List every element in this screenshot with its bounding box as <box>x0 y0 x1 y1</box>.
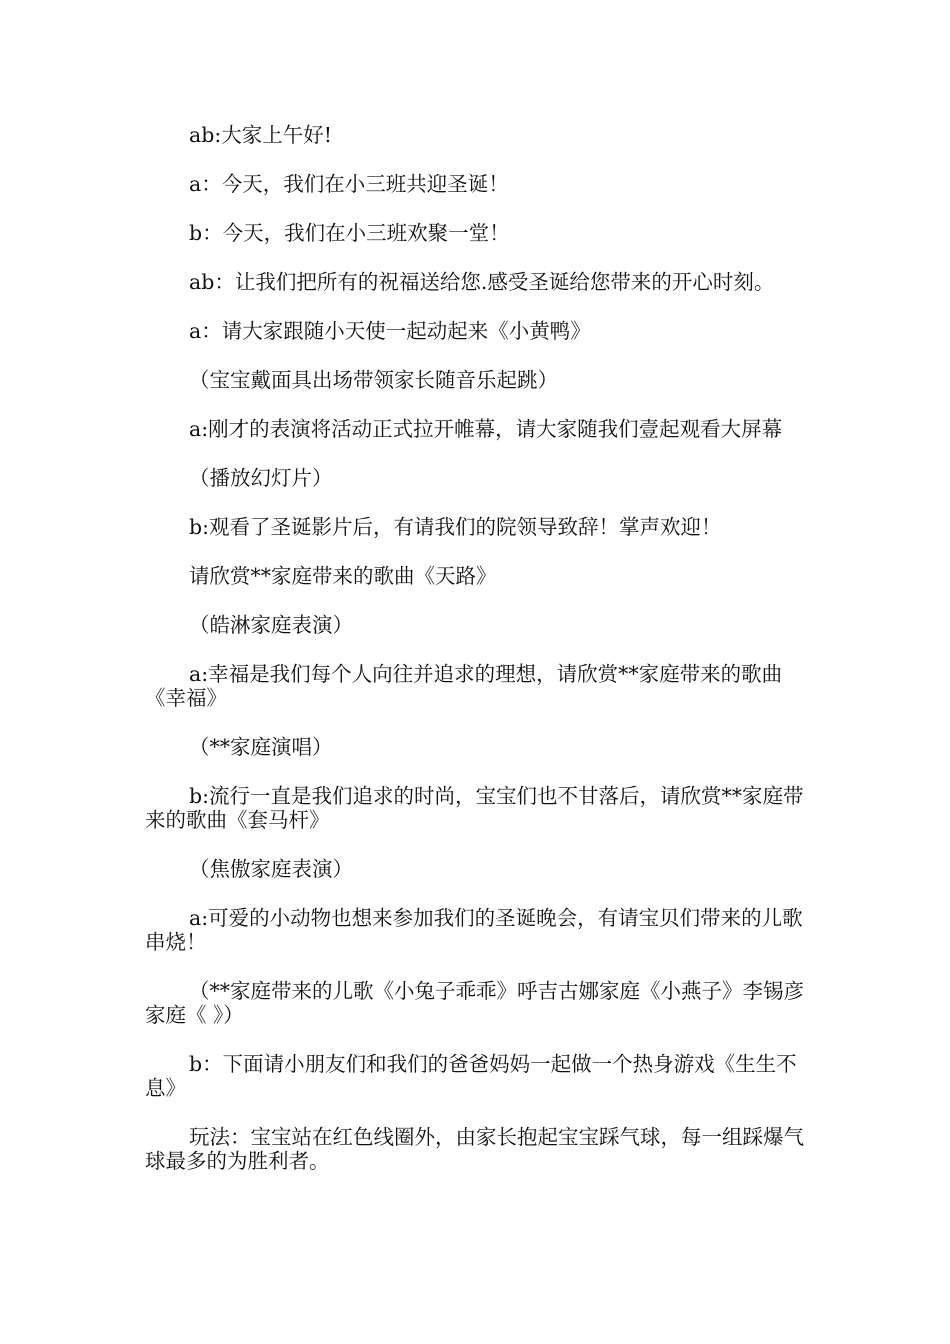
greeting-line: ab:大家上午好! <box>189 123 332 147</box>
host-b-line: b:观看了圣诞影片后，有请我们的院领导致辞！掌声欢迎！ <box>189 515 722 539</box>
stage-direction: （焦傲家庭表演） <box>189 857 353 881</box>
stage-direction: （**家庭带来的儿歌《小兔子乖乖》呼吉古娜家庭《小燕子》李锡彦家庭《 》） <box>145 979 804 1027</box>
host-a-line: a：请大家跟随小天使一起动起来《小黄鸭》 <box>189 319 591 343</box>
host-ab-line: ab：让我们把所有的祝福送给您.感受圣诞给您带来的开心时刻。 <box>189 270 775 294</box>
stage-direction: （**家庭演唱） <box>189 735 333 759</box>
document-body <box>145 123 810 1198</box>
stage-direction: （宝宝戴面具出场带领家长随音乐起跳） <box>189 368 558 392</box>
host-a-line: a:可爱的小动物也想来参加我们的圣诞晚会，有请宝贝们带来的儿歌串烧！ <box>145 906 803 954</box>
game-rules: 玩法：宝宝站在红色线圈外，由家长抱起宝宝踩气球，每一组踩爆气球最多的为胜利者。 <box>145 1125 804 1173</box>
host-a-line: a:幸福是我们每个人向往并追求的理想，请欣赏**家庭带来的歌曲《幸福》 <box>145 662 783 710</box>
host-b-line: b：下面请小朋友们和我们的爸爸妈妈一起做一个热身游戏《生生不息》 <box>145 1052 797 1100</box>
stage-direction: （播放幻灯片） <box>189 466 333 490</box>
stage-direction: （皓淋家庭表演） <box>189 613 353 637</box>
host-a-line: a：今天，我们在小三班共迎圣诞！ <box>189 172 509 196</box>
host-b-line: b:流行一直是我们追求的时尚，宝宝们也不甘落后，请欣赏**家庭带来的歌曲《套马杆》 <box>145 784 804 832</box>
program-line: 请欣赏**家庭带来的歌曲《天路》 <box>189 564 497 588</box>
host-a-line: a:刚才的表演将活动正式拉开帷幕，请大家随我们壹起观看大屏幕 <box>189 417 783 441</box>
host-b-line: b：今天，我们在小三班欢聚一堂！ <box>189 221 510 245</box>
